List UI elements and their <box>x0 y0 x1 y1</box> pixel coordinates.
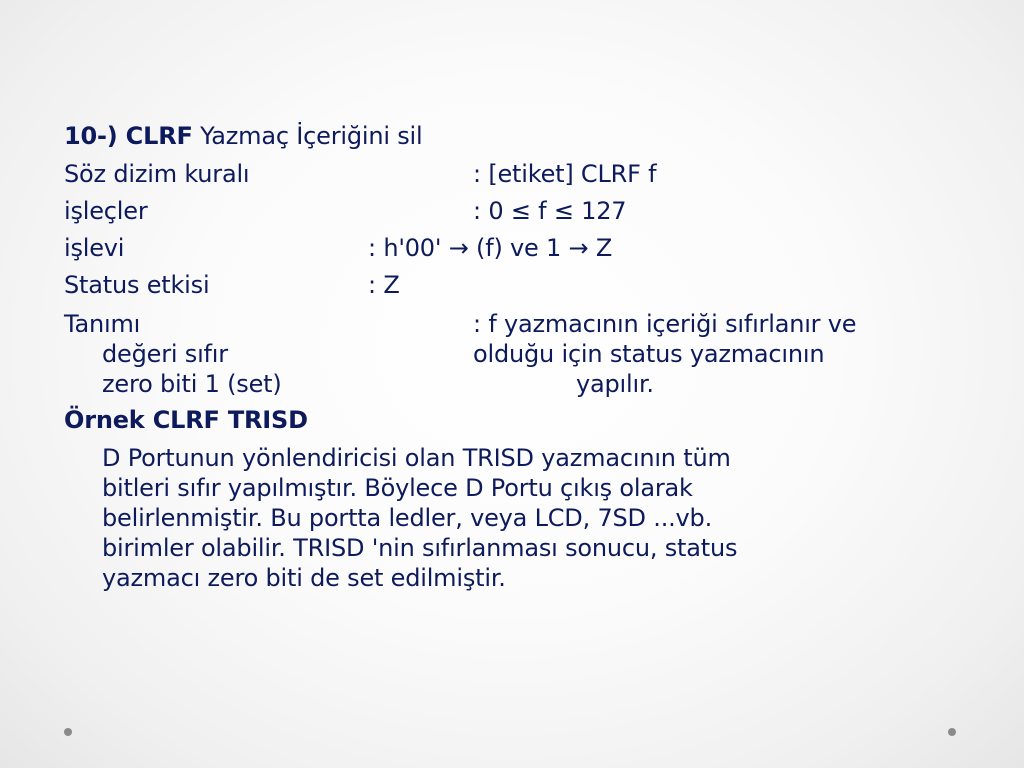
example-line: D Portunun yönlendiricisi olan TRISD yazmacının tüm <box>102 444 731 472</box>
row-value-function: : h'00' → (f) ve 1 → Z <box>368 234 613 262</box>
definition-value-3: yapılır. <box>576 370 654 398</box>
decorative-dot-right <box>948 728 956 736</box>
example-line: birimler olabilir. TRISD 'nin sıfırlanması sonucu, status <box>102 534 738 562</box>
row-label-status: Status etkisi <box>64 271 210 299</box>
definition-value-2: olduğu için status yazmacının <box>473 340 825 368</box>
example-line: belirlenmiştir. Bu portta ledler, veya LCD, 7SD ...vb. <box>102 504 713 532</box>
row-label-syntax: Söz dizim kuralı <box>64 160 250 188</box>
row-value-operands: : 0 ≤ f ≤ 127 <box>473 197 627 225</box>
definition-value-1: : f yazmacının içeriği sıfırlanır ve <box>473 310 857 338</box>
example-heading: Örnek CLRF TRISD <box>64 406 308 434</box>
title-number: 10-) CLRF <box>64 122 193 150</box>
definition-label: Tanımı <box>64 310 141 338</box>
row-label-function: işlevi <box>64 234 125 262</box>
title-text: Yazmaç İçeriğini sil <box>192 122 423 150</box>
row-value-syntax: : [etiket] CLRF f <box>473 160 657 188</box>
row-value-status: : Z <box>368 271 400 299</box>
row-label-operands: işleçler <box>64 197 148 225</box>
decorative-dot-left <box>64 728 72 736</box>
definition-label-cont-2: zero biti 1 (set) <box>102 370 282 398</box>
slide-title <box>64 121 423 151</box>
example-line: bitleri sıfır yapılmıştır. Böylece D Portu çıkış olarak <box>102 474 693 502</box>
definition-label-cont-1: değeri sıfır <box>102 340 228 368</box>
example-line: yazmacı zero biti de set edilmiştir. <box>102 564 506 592</box>
